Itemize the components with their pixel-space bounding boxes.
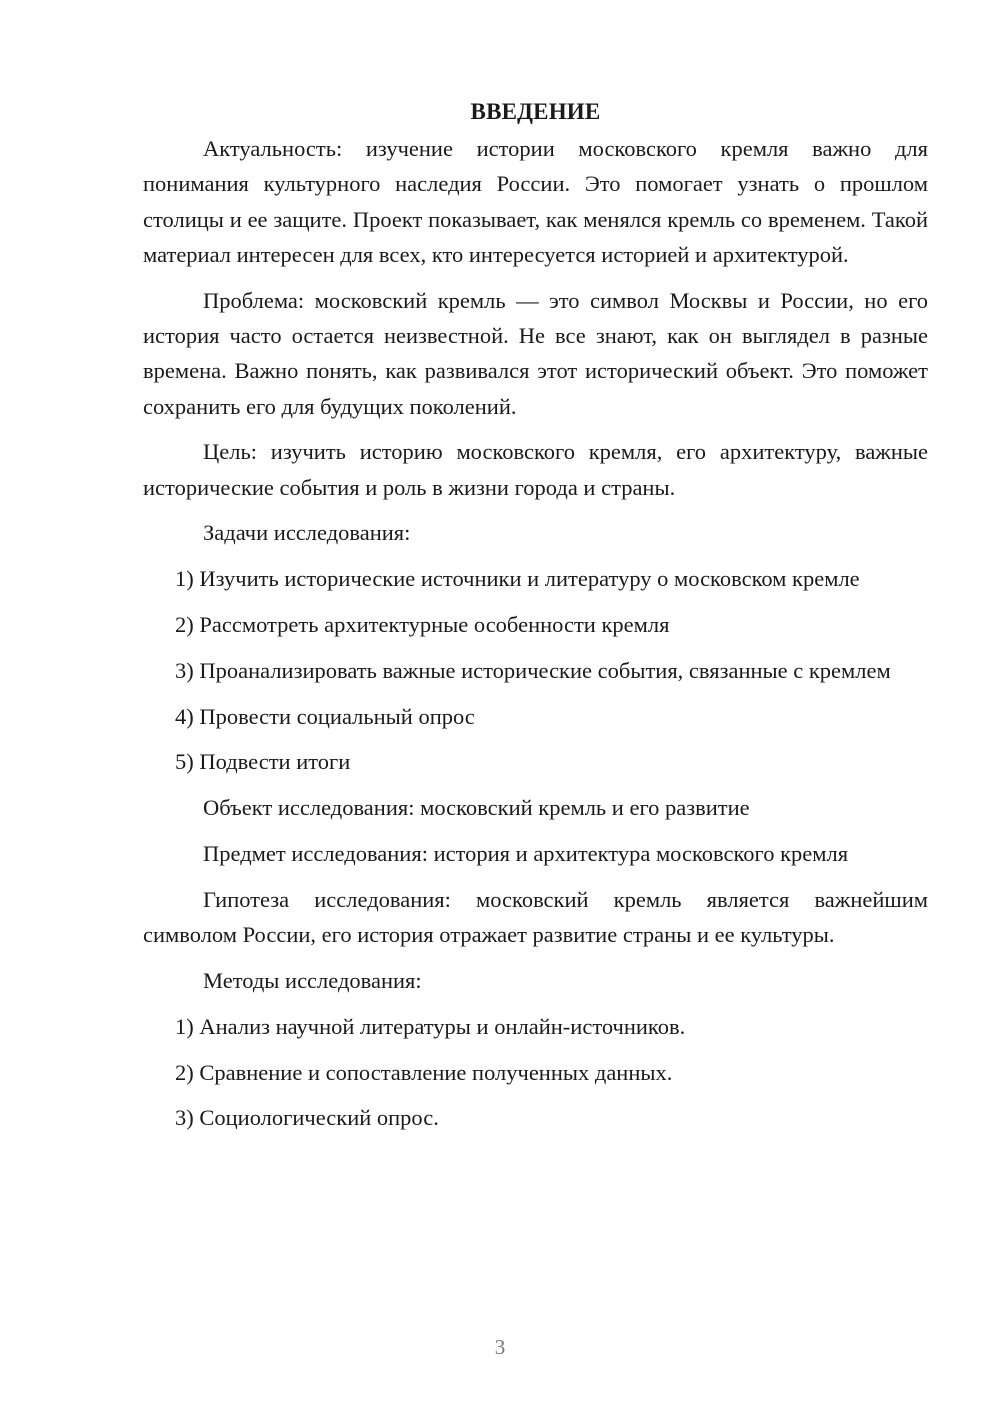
method-item-2: 2) Сравнение и сопоставление полученных данных.: [175, 1059, 673, 1085]
method-item-1: 1) Анализ научной литературы и онлайн-источников.: [175, 1013, 686, 1039]
section-title: ВВЕДЕНИЕ: [470, 99, 601, 124]
tasks-heading: Задачи исследования:: [203, 520, 411, 546]
methods-heading: Методы исследования:: [203, 967, 422, 993]
hypothesis-paragraph: Гипотеза исследования: московский кремль является важнейшим символом России, его история отражает развитие страны и ее культуры.: [143, 886, 928, 948]
problem-paragraph: Проблема: московский кремль — это символ Москвы и России, но его история часто остается неизвестной. Не все знают, как он выглядел в разные времена. Важно понять, как развивался этот исторический объект. Это поможет сохранить его для будущих поколений.: [143, 287, 928, 419]
task-item-3: 3) Проанализировать важные исторические события, связанные с кремлем: [175, 657, 891, 683]
goal-paragraph: Цель: изучить историю московского кремля, его архитектуру, важные исторические события и роль в жизни города и страны.: [143, 439, 928, 500]
task-item-1: 1) Изучить исторические источники и литературу о московском кремле: [175, 566, 860, 592]
method-item-3: 3) Социологический опрос.: [175, 1105, 439, 1131]
task-item-4: 4) Провести социальный опрос: [175, 703, 475, 729]
object-paragraph: Объект исследования: московский кремль и его развитие: [203, 795, 750, 821]
task-item-5: 5) Подвести итоги: [175, 749, 351, 775]
page-number: 3: [494, 1335, 506, 1359]
relevance-paragraph: Актуальность: изучение истории московского кремля важно для понимания культурного наследия России. Это помогает узнать о прошлом столицы и ее защите. Проект показывает, как менялся кремль со временем. Такой материал интересен для всех, кто интересуется историей и архитектурой.: [143, 136, 928, 267]
subject-paragraph: Предмет исследования: история и архитектура московского кремля: [203, 841, 849, 867]
task-item-2: 2) Рассмотреть архитектурные особенности кремля: [175, 612, 670, 638]
document-body: [143, 94, 928, 1136]
